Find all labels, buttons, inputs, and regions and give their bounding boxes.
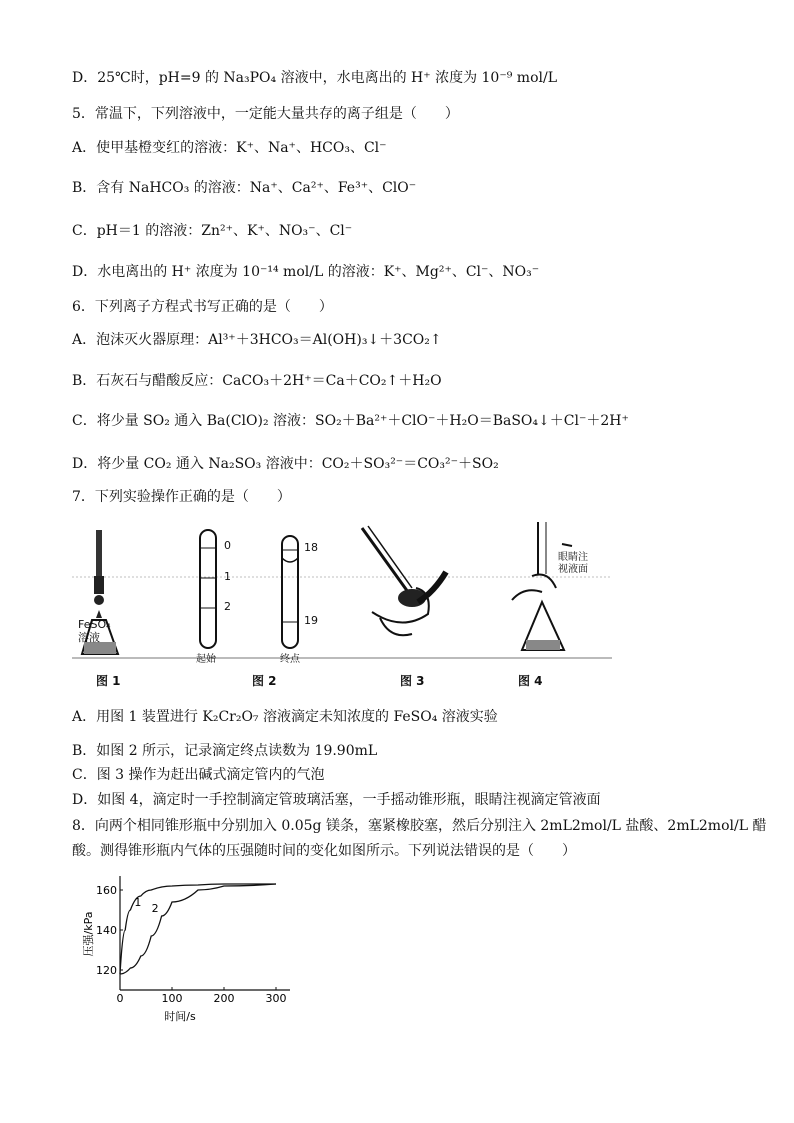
fig4-note xyxy=(558,552,588,576)
fig4-caption: 图 4 xyxy=(518,674,543,688)
q5-option-a: A．使甲基橙变红的溶液：K⁺、Na⁺、HCO₃、Cl⁻ xyxy=(72,140,387,156)
fig2-mark-0: 0 xyxy=(224,539,231,552)
text-line-1: D．25℃时，pH=9 的 Na₃PO₄ 溶液中，水电离出的 H⁺ 浓度为 10⁻⁹ mol/L xyxy=(72,70,557,86)
y-axis-label: 压强/kPa xyxy=(82,911,95,957)
fig2-mark-18: 18 xyxy=(304,541,318,554)
q6-option-b: B．石灰石与醋酸反应：CaCO₃＋2H⁺＝Ca＋CO₂↑＋H₂O xyxy=(72,373,442,389)
q7-option-c: C．图 3 操作为赶出碱式滴定管内的气泡 xyxy=(72,767,325,783)
series-label-1: 1 xyxy=(134,896,142,909)
question-5-stem: 5．常温下，下列溶液中，一定能大量共存的离子组是（ ） xyxy=(72,106,459,122)
q6-option-c: C．将少量 SO₂ 通入 Ba(ClO)₂ 溶液：SO₂＋Ba²⁺＋ClO⁻＋H₂O＝BaSO₄↓＋Cl⁻＋2H⁺ xyxy=(72,413,629,429)
fig1-label xyxy=(78,618,111,644)
y-tick-label: 160 xyxy=(96,884,117,897)
x-tick-label: 0 xyxy=(116,992,124,1005)
pressure-chart-svg xyxy=(80,870,300,1025)
series-line-2 xyxy=(120,884,276,974)
fig3-caption: 图 3 xyxy=(400,674,425,688)
q7-figures xyxy=(72,522,612,692)
question-8-stem-1: 8．向两个相同锥形瓶中分别加入 0.05g 镁条，塞紧橡胶塞，然后分别注入 2mL2mol/L 盐酸、2mL2mol/L 醋 xyxy=(72,818,767,834)
fig2-end-note: 终点 xyxy=(280,654,300,665)
fig1-caption: 图 1 xyxy=(96,674,121,688)
question-8-stem-2: 酸。测得锥形瓶内气体的压强随时间的变化如图所示。下列说法错误的是（ ） xyxy=(72,843,576,859)
q6-option-a: A．泡沫灭火器原理：Al³⁺＋3HCO₃＝Al(OH)₃↓＋3CO₂↑ xyxy=(72,332,442,348)
fig2-start-note: 起始 xyxy=(196,654,216,665)
q7-figures-drawing xyxy=(72,522,612,692)
x-tick-label: 200 xyxy=(213,992,235,1005)
fig4-note-line1: 眼睛注 xyxy=(558,552,588,563)
fig2-mark-1: 1 xyxy=(224,570,231,583)
pressure-time-chart xyxy=(80,870,300,1025)
q7-option-b: B．如图 2 所示，记录滴定终点读数为 19.90mL xyxy=(72,743,378,759)
q5-option-c: C．pH＝1 的溶液：Zn²⁺、K⁺、NO₃⁻、Cl⁻ xyxy=(72,223,353,239)
fig4-titration-setup xyxy=(512,522,572,650)
x-tick-label: 300 xyxy=(265,992,287,1005)
x-tick-label: 100 xyxy=(161,992,183,1005)
fig2-mark-2: 2 xyxy=(224,600,231,613)
x-axis-label: 时间/s xyxy=(164,1010,196,1023)
q7-option-a: A．用图 1 装置进行 K₂Cr₂O₇ 溶液滴定未知浓度的 FeSO₄ 溶液实验 xyxy=(72,709,498,725)
fig1-label-solution: 溶液 xyxy=(78,631,100,644)
fig2-burette-readings xyxy=(200,530,298,648)
fig3-hand-bending-tube xyxy=(362,526,446,635)
question-6-stem: 6．下列离子方程式书写正确的是（ ） xyxy=(72,299,333,315)
q5-option-d: D．水电离出的 H⁺ 浓度为 10⁻¹⁴ mol/L 的溶液：K⁺、Mg²⁺、Cl⁻、NO₃⁻ xyxy=(72,264,540,280)
fig2-mark-19: 19 xyxy=(304,614,318,627)
fig4-note-line2: 视液面 xyxy=(558,564,588,575)
y-tick-label: 140 xyxy=(96,924,117,937)
series-label-2: 2 xyxy=(151,902,159,915)
fig2-caption: 图 2 xyxy=(252,674,277,688)
fig1-label-formula: FeSO₄ xyxy=(78,618,111,631)
question-7-stem: 7．下列实验操作正确的是（ ） xyxy=(72,489,291,505)
q6-option-d: D．将少量 CO₂ 通入 Na₂SO₃ 溶液中：CO₂＋SO₃²⁻＝CO₃²⁻＋SO₂ xyxy=(72,456,499,472)
q7-option-d: D．如图 4，滴定时一手控制滴定管玻璃活塞，一手摇动锥形瓶，眼睛注视滴定管液面 xyxy=(72,792,601,808)
series-line-1 xyxy=(120,884,276,974)
q5-option-b: B．含有 NaHCO₃ 的溶液：Na⁺、Ca²⁺、Fe³⁺、ClO⁻ xyxy=(72,180,417,196)
y-tick-label: 120 xyxy=(96,964,117,977)
